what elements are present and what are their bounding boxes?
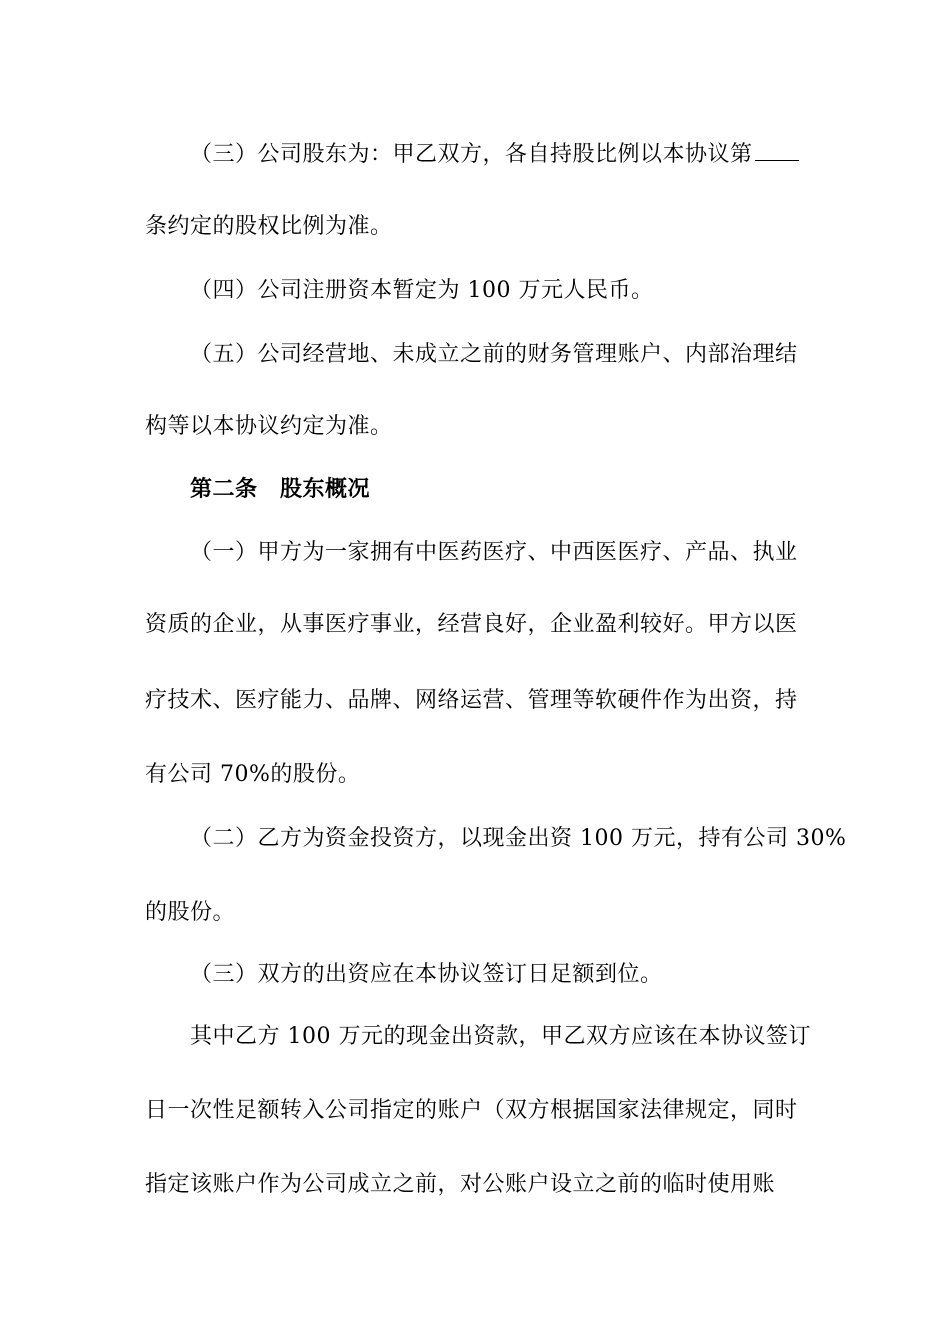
- line-text: （三）公司股东为：甲乙双方，各自持股比例以本协议第: [190, 142, 753, 167]
- paragraph-line-8: 资质的企业，从事医疗事业，经营良好，企业盈利较好。甲方以医: [145, 612, 798, 637]
- paragraph-line-1: [190, 140, 860, 170]
- paragraph-line-9: 疗技术、医疗能力、品牌、网络运营、管理等软硬件作为出资，持: [145, 688, 798, 713]
- paragraph-line-2: 条约定的股权比例为准。: [145, 214, 393, 239]
- paragraph-line-15: 日一次性足额转入公司指定的账户（双方根据国家法律规定，同时: [145, 1098, 798, 1123]
- paragraph-line-10: 有公司 70%的股份。: [145, 762, 361, 787]
- paragraph-line-4: （五）公司经营地、未成立之前的财务管理账户、内部治理结: [190, 342, 798, 367]
- paragraph-line-14: 其中乙方 100 万元的现金出资款，甲乙双方应该在本协议签订: [190, 1024, 811, 1049]
- paragraph-line-3: （四）公司注册资本暂定为 100 万元人民币。: [190, 278, 654, 303]
- paragraph-line-13: （三）双方的出资应在本协议签订日足额到位。: [190, 962, 663, 987]
- fill-in-blank: [755, 140, 799, 161]
- paragraph-line-11: （二）乙方为资金投资方，以现金出资 100 万元，持有公司 30%: [190, 826, 847, 851]
- section-heading: 第二条 股东概况: [190, 476, 371, 502]
- paragraph-line-7: （一）甲方为一家拥有中医药医疗、中西医医疗、产品、执业: [190, 540, 798, 565]
- paragraph-line-5: 构等以本协议约定为准。: [145, 414, 393, 439]
- paragraph-line-12: 的股份。: [145, 900, 236, 925]
- paragraph-line-16: 指定该账户作为公司成立之前，对公账户设立之前的临时使用账: [145, 1172, 776, 1197]
